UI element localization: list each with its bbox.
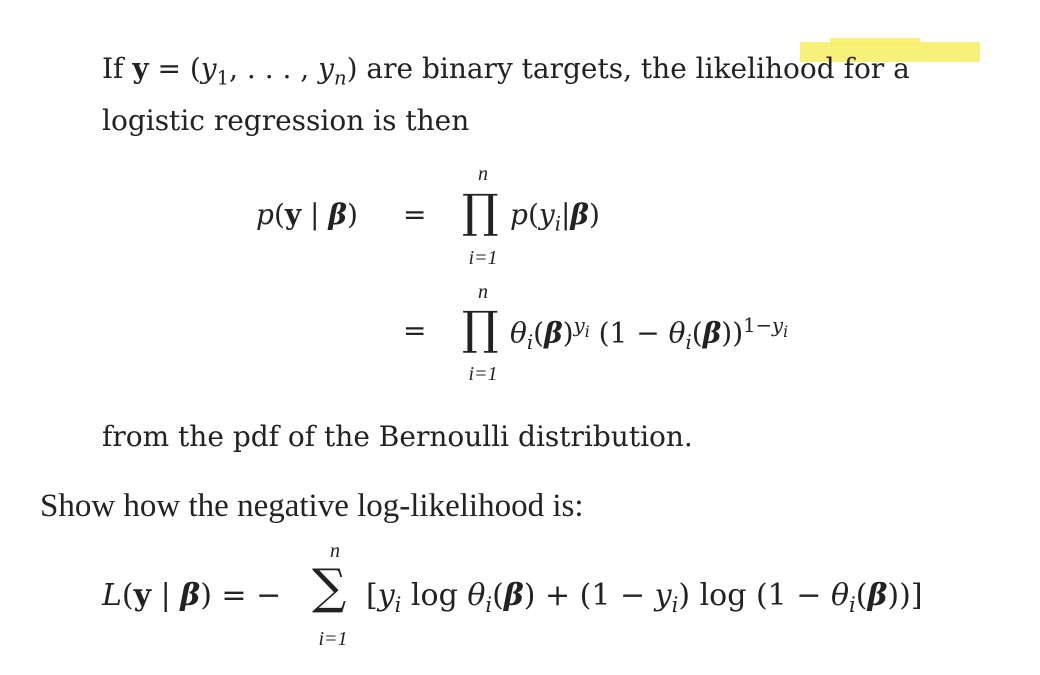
sum-upper: n [330, 540, 340, 562]
product-symbol-2: ∏ [462, 301, 499, 355]
prod-upper-2: n [478, 281, 488, 303]
math-y: y [132, 52, 149, 85]
question-text: Show how the negative log-likelihood is: [40, 488, 584, 524]
intro-paragraph [102, 48, 910, 142]
intro-prefix: If [102, 52, 133, 85]
likelihood-row2: $\theta_i(\beta)^{y_i}$ $(1 - \theta_i(\beta))^{1-y_i}$ [510, 314, 789, 354]
prod-lower-1: i=1 [468, 247, 498, 269]
after-text: from the pdf of the Bernoulli distribution. [102, 420, 693, 453]
nll-body: [$y_i$ $\log \theta_i(\beta) + (1 - y_i)$ $\log (1 - \theta_i(\beta))$] [366, 578, 923, 617]
sum-symbol: ∑ [312, 559, 347, 615]
highlight-mark [830, 38, 920, 46]
equals-sign-2: = [403, 314, 427, 347]
product-symbol-1: ∏ [462, 184, 499, 238]
nll-lhs: L(y | β) = − [102, 578, 282, 613]
prod-upper-1: n [478, 163, 488, 185]
likelihood-lhs: p(y | β) [256, 198, 358, 231]
likelihood-row1: $p(y_i|\beta)$ [510, 198, 600, 236]
sum-lower: i=1 [318, 628, 348, 650]
equals-sign-1: = [403, 198, 427, 231]
intro-line-1: If $y = (y_1$, . . . , $y_n$) are binary targets, the likelihood for a [102, 52, 910, 90]
intro-suffix: are binary targets, the likelihood for a [357, 52, 910, 85]
prod-lower-2: i=1 [468, 363, 498, 385]
intro-line-2: logistic regression is then [102, 103, 470, 137]
